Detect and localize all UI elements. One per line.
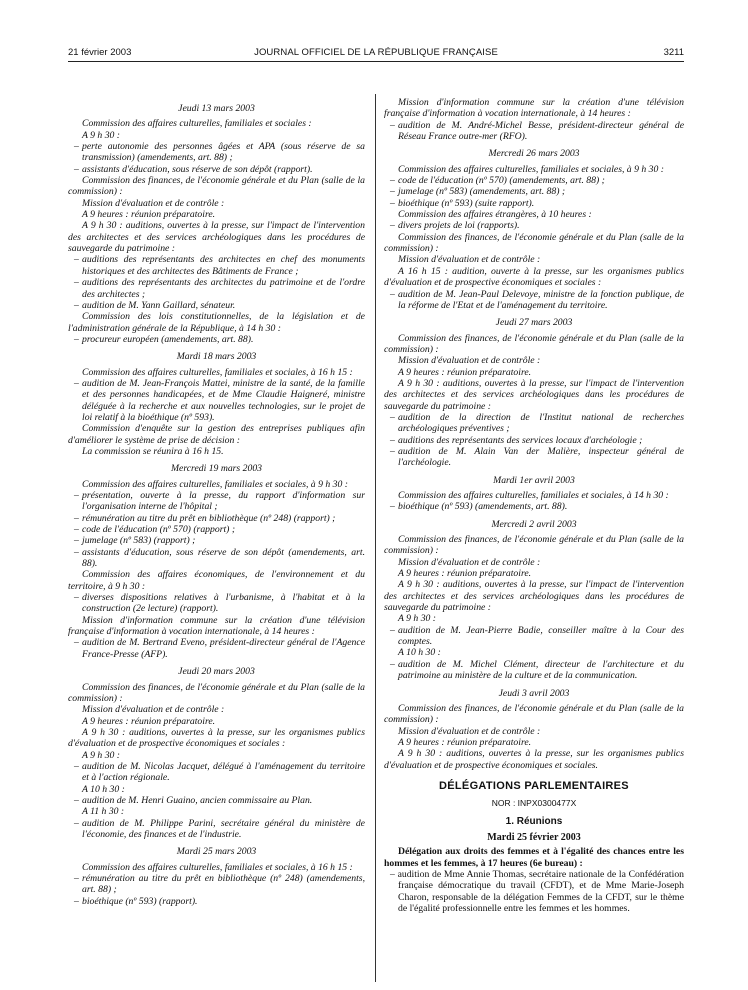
list-dash: –: [74, 794, 79, 806]
list-dash: –: [74, 254, 79, 266]
paragraph: Mission d'évaluation et de contrôle :: [398, 254, 541, 266]
agenda-item: [384, 435, 684, 446]
list-item-text: auditions des représentants des architectes du patrimoine et de l'ordre des architectes ;: [82, 277, 365, 300]
list-dash: –: [74, 512, 79, 524]
paragraph: A 9 h 30 : auditions, ouvertes à la presse, sur les organismes publics d'évaluation et de prospective économiques et sociales.: [384, 748, 684, 771]
paragraph: La commission se réunira à 16 h 15.: [82, 445, 224, 457]
agenda-item: [384, 186, 684, 197]
list-item-text: audition de M. Jean-Pierre Badie, conseiller maître à la Cour des comptes.: [398, 624, 684, 648]
list-dash: –: [390, 411, 395, 423]
section-heading: DÉLÉGATIONS PARLEMENTAIRES: [439, 779, 629, 792]
paragraph: Commission des finances, de l'économie générale et du Plan (salle de la commission) :: [384, 231, 684, 255]
paragraph: A 9 h 30 :: [82, 129, 121, 141]
list-dash: –: [390, 434, 395, 446]
paragraph: Mission d'évaluation et de contrôle :: [398, 725, 541, 737]
paragraph: Commission des affaires culturelles, familiales et sociales, à 16 h 15 :: [82, 861, 353, 873]
issue-date: 21 février 2003: [68, 47, 132, 58]
agenda-item: [384, 289, 684, 312]
subsection-heading: 1. Réunions: [505, 815, 563, 827]
agenda-item: [384, 869, 684, 914]
agenda-item: [384, 446, 684, 469]
list-item-text: rémunération au titre du prêt en bibliothèque (nº 248) (rapport) ;: [82, 512, 336, 524]
list-item-text: bioéthique (nº 593) (suite rapport).: [398, 197, 535, 209]
agenda-item: [384, 501, 684, 512]
column-separator: [375, 94, 376, 982]
list-dash: –: [390, 175, 395, 187]
date-heading: Mardi 1er avril 2003: [493, 474, 575, 486]
right-column: [384, 97, 684, 914]
list-dash: –: [390, 624, 395, 636]
paragraph: Commission des lois constitutionnelles, de la législation et de l'administration générale de la République, à 14 h 30 :: [68, 311, 365, 334]
list-item-text: code de l'éducation (nº 570) (amendements, art. 88) ;: [398, 175, 605, 187]
date-heading: Jeudi 13 mars 2003: [178, 103, 255, 114]
paragraph: Commission des affaires culturelles, familiales et sociales, à 9 h 30 :: [398, 163, 664, 175]
agenda-item: [68, 592, 365, 615]
delegation-paragraph: Délégation aux droits des femmes et à l'égalité des chances entre les hommes et les femmes, à 17 heures (6e bureau) :: [384, 846, 684, 869]
list-dash: –: [74, 873, 79, 884]
header-rule: [68, 61, 684, 62]
date-heading: Mardi 25 mars 2003: [176, 846, 257, 858]
agenda-item: [68, 300, 365, 311]
paragraph: Commission des affaires culturelles, familiales et sociales, à 14 h 30 :: [398, 490, 669, 501]
paragraph: Commission d'enquête sur la gestion des entreprises publiques afin d'améliorer le système de prise de décision :: [68, 423, 365, 446]
agenda-item: [68, 334, 365, 345]
agenda-item: [68, 277, 365, 300]
page-header: [68, 47, 684, 61]
list-item-text: jumelage (nº 583) (amendements, art. 88) ;: [398, 186, 566, 198]
agenda-item: [384, 175, 684, 186]
paragraph: Commission des affaires étrangères, à 10 heures :: [398, 209, 592, 221]
paragraph: Commission des affaires culturelles, familiales et sociales, à 9 h 30 :: [82, 478, 348, 490]
paragraph: Commission des finances, de l'économie générale et du Plan (salle de la commission) :: [384, 332, 684, 355]
list-dash: –: [74, 637, 79, 649]
list-item-text: audition de M. Yann Gaillard, sénateur.: [82, 299, 236, 311]
paragraph: A 9 h 30 :: [82, 749, 121, 761]
paragraph: A 10 h 30 :: [82, 783, 125, 795]
agenda-item: [68, 873, 365, 896]
list-dash: –: [74, 333, 79, 345]
agenda-item: [68, 254, 365, 277]
list-dash: –: [74, 592, 79, 604]
agenda-item: [384, 412, 684, 435]
paragraph: A 9 h 30 :: [398, 613, 437, 625]
list-item-text: audition de M. Henri Guaino, ancien commissaire au Plan.: [82, 794, 313, 806]
paragraph: Mission d'évaluation et de contrôle :: [398, 355, 541, 367]
list-item-text: audition de la direction de l'Institut national de recherches archéologiques préventives ;: [398, 411, 684, 435]
list-item-text: audition de M. Bertrand Eveno, président-directeur général de l'Agence France-Presse (AFP).: [82, 637, 365, 660]
agenda-item: [68, 818, 365, 841]
list-item-text: jumelage (nº 583) (rapport) ;: [82, 535, 196, 547]
list-item-text: audition de M. Nicolas Jacquet, délégué à l'aménagement du territoire et à l'action régionale.: [82, 760, 365, 784]
agenda-item: [68, 547, 365, 570]
date-heading: Mercredi 19 mars 2003: [170, 463, 263, 475]
agenda-item: [68, 761, 365, 784]
date-heading: Jeudi 3 avril 2003: [498, 687, 570, 699]
date-heading: Jeudi 20 mars 2003: [178, 666, 255, 678]
list-dash: –: [390, 868, 398, 880]
paragraph: Mission d'évaluation et de contrôle :: [82, 704, 225, 716]
journal-title: JOURNAL OFFICIEL DE LA RÉPUBLIQUE FRANÇAISE: [254, 47, 498, 58]
list-dash: –: [390, 186, 395, 198]
date-heading: Mardi 25 février 2003: [487, 831, 581, 843]
page-number: 3211: [663, 47, 684, 58]
list-item-text: audition de M. Michel Clément, directeur de l'architecture et du patrimoine au ministère de la culture et de la communication.: [398, 658, 684, 682]
list-dash: –: [390, 445, 395, 457]
list-dash: –: [74, 895, 79, 907]
list-item-text: assistants d'éducation, sous réserve de son dépôt (amendements, art. 88).: [82, 546, 365, 570]
list-item-text: bioéthique (nº 593) (rapport).: [82, 895, 198, 907]
paragraph: A 9 h 30 : auditions, ouvertes à la presse, sur l'impact de l'intervention des architectes et des services archéologiques dans les procédures de sauvegarde du patrimoine :: [384, 377, 684, 412]
list-dash: –: [390, 220, 395, 232]
list-item-text: audition de M. Alain Van der Malière, inspecteur général de l'archéologie.: [398, 445, 684, 469]
date-heading: Mercredi 26 mars 2003: [488, 148, 580, 160]
paragraph: A 9 heures : réunion préparatoire.: [398, 568, 532, 580]
paragraph: Commission des finances, de l'économie générale et du Plan (salle de la commission) :: [68, 681, 365, 704]
list-item-text: bioéthique (nº 593) (amendements, art. 88).: [398, 501, 568, 513]
list-dash: –: [390, 197, 395, 209]
list-dash: –: [74, 490, 79, 501]
agenda-item: [68, 378, 365, 423]
list-dash: –: [74, 277, 79, 289]
list-item-text: présentation, ouverte à la presse, du rapport d'information sur l'organisation interne de l'hôpital ;: [82, 490, 365, 513]
list-item-text: audition de M. Philippe Parini, secrétaire général du ministère de l'économie, des finances et de l'industrie.: [82, 817, 365, 840]
paragraph: A 9 heures : réunion préparatoire.: [82, 715, 216, 727]
list-dash: –: [74, 535, 79, 547]
list-item-text: divers projets de loi (rapports).: [398, 220, 520, 232]
list-item-text: audition de M. Jean-François Mattei, ministre de la santé, de la famille et des personnes handicapées, et de Mme Claudie Haigneré, ministre déléguée à la recherche et aux nouvelles technologies, sur le projet de loi relatif à la bioéthique (nº 593).: [82, 377, 365, 423]
list-item-text: procureur européen (amendements, art. 88).: [82, 333, 254, 345]
paragraph: Commission des affaires économiques, de l'environnement et du territoire, à 9 h 30 :: [68, 569, 365, 592]
paragraph: Commission des finances, de l'économie générale et du Plan (salle de la commission) :: [68, 175, 365, 198]
agenda-item: [384, 625, 684, 648]
list-item-text: code de l'éducation (nº 570) (rapport) ;: [82, 524, 236, 536]
paragraph: A 9 h 30 : auditions, ouvertes à la presse, sur l'impact de l'intervention des architectes et des services archéologiques dans les procédures de sauvegarde du patrimoine :: [384, 579, 684, 614]
list-dash: –: [74, 299, 79, 311]
paragraph: Commission des finances, de l'économie générale et du Plan (salle de la commission) :: [384, 534, 684, 557]
paragraph: Mission d'information commune sur la création d'une télévision française d'information à vocation internationale, à 14 heures :: [384, 97, 684, 120]
paragraph: A 16 h 15 : audition, ouverte à la presse, sur les organismes publics d'évaluation et de prospective économiques et sociales :: [384, 265, 684, 289]
left-column: [68, 97, 365, 907]
agenda-item: [384, 198, 684, 209]
date-heading: Mercredi 2 avril 2003: [491, 518, 577, 530]
paragraph: Commission des finances, de l'économie générale et du Plan (salle de la commission) :: [384, 702, 684, 726]
paragraph: A 9 h 30 : auditions, ouvertes à la presse, sur l'impact de l'intervention des architectes et des services archéologiques dans les procédures de sauvegarde du patrimoine :: [68, 220, 365, 255]
list-dash: –: [74, 546, 79, 558]
agenda-item: [384, 220, 684, 231]
date-heading: Mardi 18 mars 2003: [176, 351, 257, 363]
list-item-text: perte autonomie des personnes âgées et APA (sous réserve de sa transmission) (amendements, art. 88) ;: [82, 141, 365, 164]
list-dash: –: [74, 377, 79, 389]
list-item-text: audition de Mme Annie Thomas, secrétaire nationale de la Confédération française démocratique du travail (CFDT), et de Mme Marie-Joseph Charon, responsable de la délégation Femmes de la CFDT, sur le thème de l'égalité professionnelle entre les femmes et les hommes.: [397, 868, 685, 914]
list-dash: –: [74, 524, 79, 536]
list-item-text: assistants d'éducation, sous réserve de son dépôt (rapport).: [82, 163, 313, 175]
list-dash: –: [74, 817, 79, 829]
list-item-text: rémunération au titre du prêt en bibliothèque (nº 248) (amendements, art. 88) ;: [82, 873, 365, 896]
paragraph: A 10 h 30 :: [398, 647, 441, 659]
paragraph: A 9 h 30 : auditions, ouvertes à la presse, sur les organismes publics d'évaluation et de prospective économiques et sociales :: [68, 726, 365, 750]
agenda-item: [68, 164, 365, 175]
agenda-item: [68, 535, 365, 546]
list-dash: –: [390, 501, 395, 513]
agenda-item: [68, 637, 365, 660]
paragraph: Mission d'évaluation et de contrôle :: [82, 197, 225, 209]
paragraph: Commission des affaires culturelles, familiales et sociales, à 16 h 15 :: [82, 366, 353, 378]
list-dash: –: [74, 760, 79, 772]
list-item-text: diverses dispositions relatives à l'urbanisme, à l'habitat et à la construction (2e lecture) (rapport).: [82, 592, 365, 615]
date-heading: Jeudi 27 mars 2003: [495, 317, 573, 329]
agenda-item: [68, 490, 365, 513]
paragraph: Commission des affaires culturelles, familiales et sociales :: [82, 118, 312, 130]
list-item-text: auditions des représentants des services locaux d'archéologie ;: [398, 434, 643, 446]
agenda-item: [68, 141, 365, 164]
list-dash: –: [390, 658, 395, 670]
list-item-text: auditions des représentants des architectes en chef des monuments historiques et des architectes des Bâtiments de France ;: [82, 254, 365, 277]
nor-reference: NOR : INPX0300477X: [491, 798, 577, 809]
agenda-item: [68, 795, 365, 806]
agenda-item: [384, 659, 684, 682]
list-dash: –: [390, 288, 395, 300]
agenda-item: [384, 120, 684, 143]
paragraph: Mission d'évaluation et de contrôle :: [398, 556, 541, 568]
paragraph: Mission d'information commune sur la création d'une télévision française d'information à vocation internationale, à 14 heures :: [68, 614, 365, 638]
paragraph: A 9 heures : réunion préparatoire.: [398, 736, 532, 748]
paragraph: A 9 heures : réunion préparatoire.: [82, 209, 216, 221]
agenda-item: [68, 896, 365, 907]
list-dash: –: [74, 163, 79, 175]
agenda-item: [68, 513, 365, 524]
list-item-text: audition de M. Jean-Paul Delevoye, ministre de la fonction publique, de la réforme de l'Etat et de l'aménagement du territoire.: [398, 288, 684, 311]
paragraph: A 9 heures : réunion préparatoire.: [398, 366, 532, 378]
paragraph: A 11 h 30 :: [82, 806, 125, 818]
list-item-text: audition de M. André-Michel Besse, président-directeur général de Réseau France outre-mer (RFO).: [398, 119, 684, 143]
list-dash: –: [74, 141, 79, 153]
agenda-item: [68, 524, 365, 535]
list-dash: –: [390, 119, 395, 131]
